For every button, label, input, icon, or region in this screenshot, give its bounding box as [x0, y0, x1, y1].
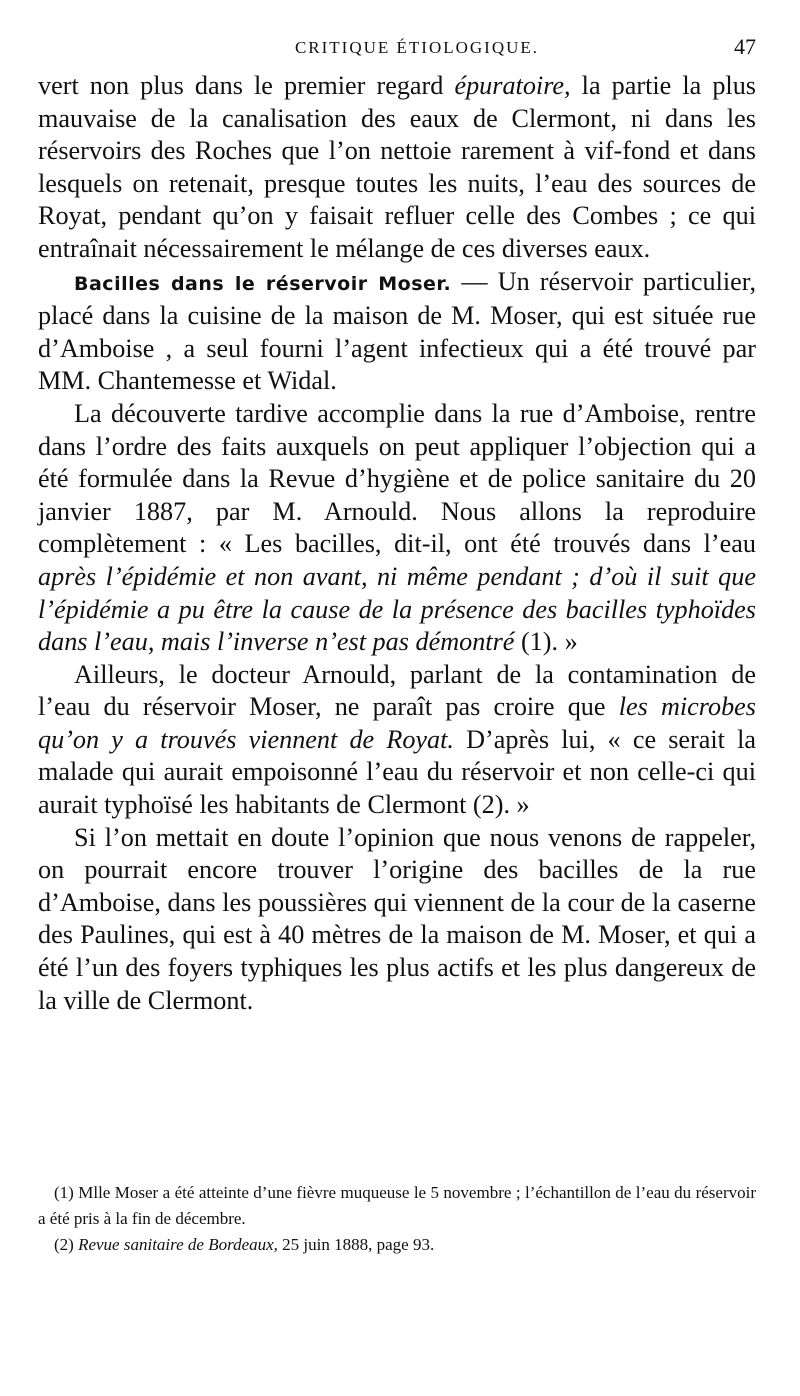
body-text: [38, 70, 756, 1017]
footnote-2-number: (2): [54, 1235, 79, 1254]
p4-text: Ailleurs, le docteur Arnould, parlant de la contamination de l’eau du réservoir Moser, ne paraît pas croire que: [38, 659, 756, 722]
footnote-2-italic: Revue sanitaire de Bordeaux,: [78, 1235, 278, 1254]
running-title: CRITIQUE ÉTIOLOGIQUE.: [294, 38, 540, 57]
p5-text: Si l’on mettait en doute l’opinion que nous venons de rappeler, on pourrait encore trouver l’origine des bacilles de la rue d’Amboise, dans les poussières qui viennent de la cour de la caserne des Paulines, qui est à 40 mètres de la maison de M. Moser, et qui a été l’un des foyers typhiques les plus actifs et les plus dangereux de la ville de Clermont.: [38, 822, 756, 1015]
page-number: 47: [734, 34, 756, 59]
paragraph-5: [38, 822, 756, 1018]
footnote-2: [38, 1232, 756, 1258]
p1-text: vert non plus dans le premier regard: [38, 71, 455, 100]
p2-text: — Un réservoir particulier, placé dans la cuisine de la maison de M. Moser, qui est située rue d’Amboise , a seul fourni l’agent infectieux qui a été trouvé par MM. Chantemesse et Widal.: [38, 266, 757, 396]
footnote-2-rest: 25 juin 1888, page 93.: [277, 1235, 435, 1254]
p3-text: La découverte tardive accomplie dans la rue d’Amboise, rentre dans l’ordre des faits auxquels on peut appliquer l’objection qui a été formulée dans la Revue d’hygiène et de police sanitaire du 20 janvier 1887, par M. Arnould. Nous allons la reproduire complètement : « Les bacilles, dit-il, ont été trouvés dans l’eau: [38, 398, 756, 559]
paragraph-2: [38, 266, 756, 398]
p4-italic: les microbes qu’on y a trouvés viennent de Royat.: [38, 692, 757, 754]
page-header: [38, 32, 756, 62]
footnote-1: (1) Mlle Moser a été atteinte d’une fièvre muqueuse le 5 novembre ; l’échantillon de l’eau du réservoir a été pris à la fin de décembre.: [38, 1183, 756, 1228]
p1-italic: épuratoire,: [454, 71, 571, 100]
p3-end: (1). »: [514, 627, 578, 657]
paragraph-1: [38, 70, 756, 266]
p3-italic: après l’épidémie et non avant, ni même pendant ; d’où il suit que l’épidémie a pu être la cause de la présence des bacilles typhoïdes dans l’eau, mais l’inverse n’est pas démontré: [38, 561, 756, 657]
p4-rest: D’après lui, « ce serait la malade qui aurait empoisonné l’eau du réservoir et non celle-ci qui aurait typhoïsé les habitants de Clermont (2). »: [38, 724, 757, 820]
paragraph-3: [38, 398, 756, 659]
section-heading: Bacilles dans le réservoir Moser.: [74, 272, 452, 295]
footnotes: [38, 1180, 756, 1258]
paragraph-4: [38, 659, 756, 822]
p1-rest: la partie la plus mauvaise de la canalisation des eaux de Clermont, ni dans les réservoirs des Roches que l’on nettoie rarement à vif-fond et dans lesquels on retenait, presque toutes les nuits, l’eau des sources de Royat, pendant qu’on y faisait refluer celle des Combes ; ce qui entraînait nécessairement le mélange de ces diverses eaux.: [38, 71, 756, 263]
